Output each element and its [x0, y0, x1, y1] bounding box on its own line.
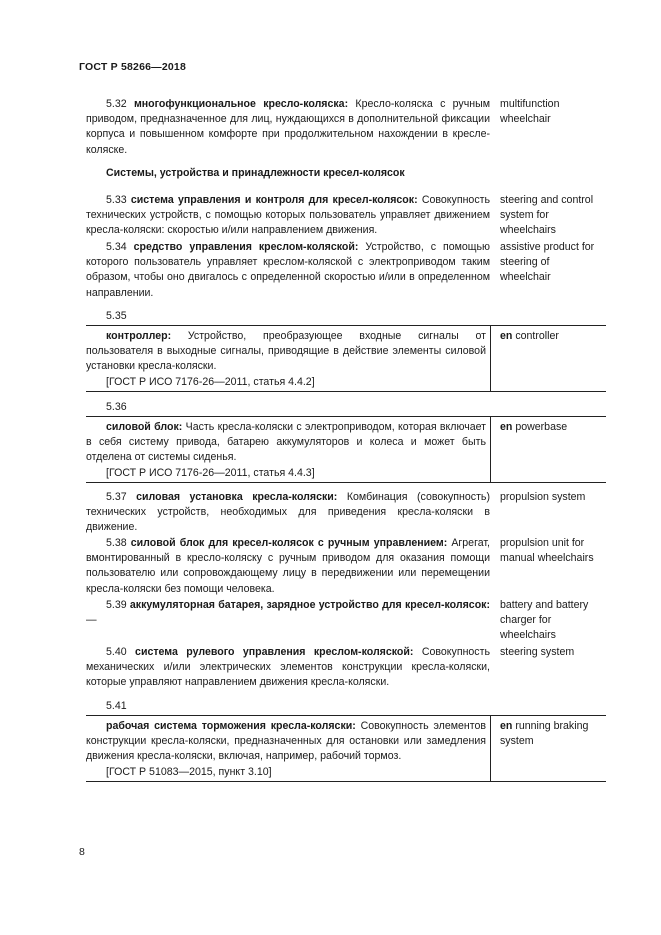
term-entry-5-34 — [86, 240, 490, 301]
term-entry-5-36 — [86, 416, 606, 483]
entry-term: силовая установка кресла-коляски: — [136, 491, 338, 503]
term-entry-5-37 — [86, 490, 490, 536]
entry-definition: Часть кресла-коляски с электроприводом, которая включает в себя систему привода, батарею аккумуляторов и колеса и может быть отделена от системы сиденья. — [86, 421, 487, 464]
entry-number: 5.37 — [106, 491, 127, 503]
entry-term: аккумуляторная батарея, зарядное устройство для кресел-колясок: — [129, 599, 490, 611]
entry-number: 5.36 — [106, 401, 127, 413]
entry-english-term: en powerbase — [500, 421, 568, 433]
term-entry-5-32 — [86, 97, 490, 158]
term-entry-5-40 — [86, 645, 490, 691]
term-entry-5-33 — [86, 193, 490, 239]
entry-term: рабочая система торможения кресла-коляски: — [106, 720, 356, 732]
term-entry-5-39 — [86, 598, 490, 628]
entry-number: 5.35 — [106, 310, 127, 322]
entry-english-term: battery and battery charger for wheelchairs — [500, 599, 589, 642]
entry-number: 5.33 — [106, 194, 127, 206]
entry-english-term: propulsion system — [500, 491, 586, 503]
entry-english-term: en running braking system — [500, 720, 589, 748]
entry-term: контроллер: — [106, 330, 172, 342]
entry-term: система рулевого управления креслом-коляской: — [135, 646, 414, 658]
entry-definition: Кресло-коляска с ручным приводом, предназначенное для лиц, нуждающихся в дополнительной фиксации корпуса и повышенном комфорте при продолжительном нахождении в кресле-коляске. — [86, 98, 490, 156]
term-entry-5-35 — [86, 325, 606, 392]
entry-number: 5.38 — [106, 537, 127, 549]
entry-english-term: multifunction wheelchair — [500, 98, 560, 126]
entry-definition: Совокупность технических устройств, с помощью которых пользователь управляет движением кресла-коляски: скоростью и/или направлением движения. — [86, 194, 490, 237]
entry-term: средство управления креслом-коляской: — [133, 241, 359, 253]
entry-source: [ГОСТ Р ИСО 7176-26—2011, статья 4.4.2] — [106, 375, 315, 388]
entry-source: [ГОСТ Р 51083—2015, пункт 3.10] — [106, 765, 272, 778]
section-heading: Системы, устройства и принадлежности кресел-колясок — [106, 167, 405, 179]
page-number: 8 — [79, 846, 85, 858]
entry-number: 5.34 — [106, 241, 127, 253]
entry-english-term: assistive product for steering of wheelchair — [500, 241, 595, 284]
entry-english-term: steering system — [500, 646, 575, 658]
entry-term: силовой блок для кресел-колясок с ручным управлением: — [130, 537, 448, 549]
entry-source: [ГОСТ Р ИСО 7176-26—2011, статья 4.4.3] — [106, 466, 315, 479]
entry-number: 5.40 — [106, 646, 127, 658]
entry-definition: Совокупность механических и/или электрических элементов конструкции кресла-коляски, которые управляют направлением движения кресла-коляски. — [86, 646, 490, 689]
entry-definition: Агрегат, вмонтированный в кресло-коляску с ручным приводом для оказания помощи пользователю или сопровождающему лицу в передвижении или перемещении кресла-коляски без помощи человека. — [86, 537, 490, 595]
entry-number: 5.39 — [106, 599, 127, 611]
entry-definition: — — [86, 614, 97, 627]
entry-definition: Совокупность элементов конструкции кресла-коляски, предназначенных для остановки или замедления движения кресла-коляски, включая, например, рабочий тормоз. — [86, 720, 486, 763]
term-entry-5-41 — [86, 715, 606, 782]
entry-term: система управления и контроля для кресел-колясок: — [130, 194, 418, 206]
entry-term: многофункциональное кресло-коляска: — [133, 98, 349, 110]
entry-english-term: en controller — [500, 330, 559, 342]
entry-definition: Устройство, преобразующее входные сигналы от пользователя в выходные сигналы, приводящие в действие элементы силовой установки кресла-коляски. — [86, 330, 486, 373]
document-header: ГОСТ Р 58266—2018 — [79, 61, 187, 73]
entry-definition: Устройство, с помощью которого пользователь управляет креслом-коляской с электроприводом таким образом, чтобы оно двигалось с определенной скоростью и/или в определенном направлении. — [86, 241, 490, 299]
entry-english-term: propulsion unit for manual wheelchairs — [500, 537, 594, 565]
entry-term: силовой блок: — [106, 421, 183, 433]
entry-definition: Комбинация (совокупность) технических устройств, необходимых для приведения кресла-коляски в движение. — [86, 491, 490, 534]
entry-english-term: steering and control system for wheelchairs — [500, 194, 594, 237]
term-entry-5-38 — [86, 536, 490, 597]
entry-number: 5.41 — [106, 700, 127, 712]
entry-number: 5.32 — [106, 98, 127, 110]
